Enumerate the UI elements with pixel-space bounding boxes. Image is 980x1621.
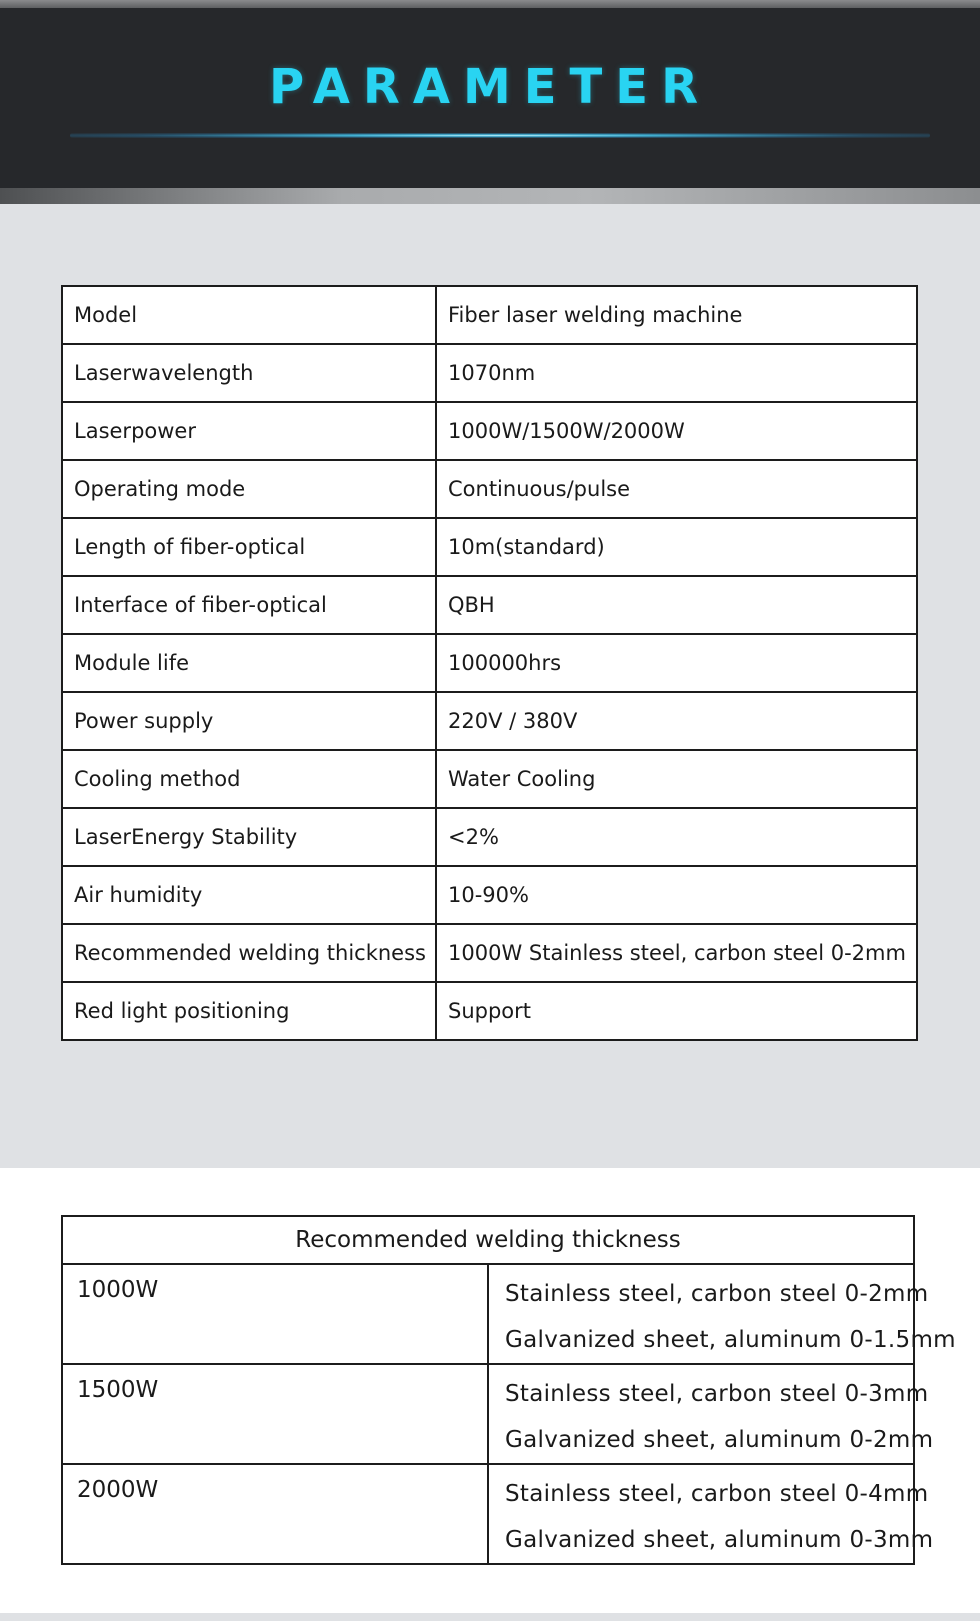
page-title: PARAMETER [268,59,712,115]
spec-label: Power supply [62,692,436,750]
thickness-table [61,1215,956,1565]
spec-value: <2% [436,808,917,866]
material-line: Stainless steel, carbon steel 0-3mm [505,1381,929,1407]
spec-value: Continuous/pulse [436,460,917,518]
spec-label: Red light positioning [62,982,436,1040]
spec-label: Operating mode [62,460,436,518]
material-line: Stainless steel, carbon steel 0-4mm [505,1481,929,1507]
spec-value: 220V / 380V [436,692,917,750]
material-cell [488,1464,934,1564]
material-line: Galvanized sheet, aluminum 0-2mm [505,1427,934,1453]
table-row [62,460,917,518]
spec-label: Interface of fiber-optical [62,576,436,634]
thickness-table-title: Recommended welding thickness [62,1216,914,1264]
spec-label: Recommended welding thickness [62,924,436,982]
material-line: Stainless steel, carbon steel 0-2mm [505,1281,929,1307]
table-row [62,576,917,634]
spec-label: LaserEnergy Stability [62,808,436,866]
spec-value: Support [436,982,917,1040]
table-row [62,402,917,460]
spec-label: Air humidity [62,866,436,924]
spec-value: 10-90% [436,866,917,924]
power-cell: 1000W [62,1264,488,1364]
spec-value: 10m(standard) [436,518,917,576]
spec-label: Length of fiber-optical [62,518,436,576]
table-row [62,808,917,866]
spec-value: 1070nm [436,344,917,402]
spec-label: Module life [62,634,436,692]
header-banner [0,8,980,188]
table-row [62,344,917,402]
table-row [62,982,917,1040]
thickness-header-row [62,1216,914,1264]
table-row [62,1264,914,1364]
spec-label: Laserwavelength [62,344,436,402]
title-glow-line [70,133,930,138]
material-line: Galvanized sheet, aluminum 0-1.5mm [505,1327,956,1353]
table-row [62,924,917,982]
spec-label: Model [62,286,436,344]
spec-table [61,285,918,1041]
table-row [62,518,917,576]
bottom-strip [0,1613,980,1621]
table-row [62,1464,914,1564]
table-row [62,750,917,808]
table-row [62,286,917,344]
material-cell [488,1364,934,1464]
table-row [62,634,917,692]
material-line: Galvanized sheet, aluminum 0-3mm [505,1527,934,1553]
spec-label: Laserpower [62,402,436,460]
spec-value: 1000W/1500W/2000W [436,402,917,460]
spec-value: 100000hrs [436,634,917,692]
table-row [62,866,917,924]
header-bottom-bar [0,188,980,204]
table-row [62,692,917,750]
spec-value: QBH [436,576,917,634]
power-cell: 1500W [62,1364,488,1464]
spec-value: Water Cooling [436,750,917,808]
power-cell: 2000W [62,1464,488,1564]
material-cell [488,1264,956,1364]
spec-value: 1000W Stainless steel, carbon steel 0-2mm [436,924,917,982]
spec-section [0,204,980,1168]
spec-label: Cooling method [62,750,436,808]
table-row [62,1364,914,1464]
top-strip [0,0,980,8]
spec-value: Fiber laser welding machine [436,286,917,344]
